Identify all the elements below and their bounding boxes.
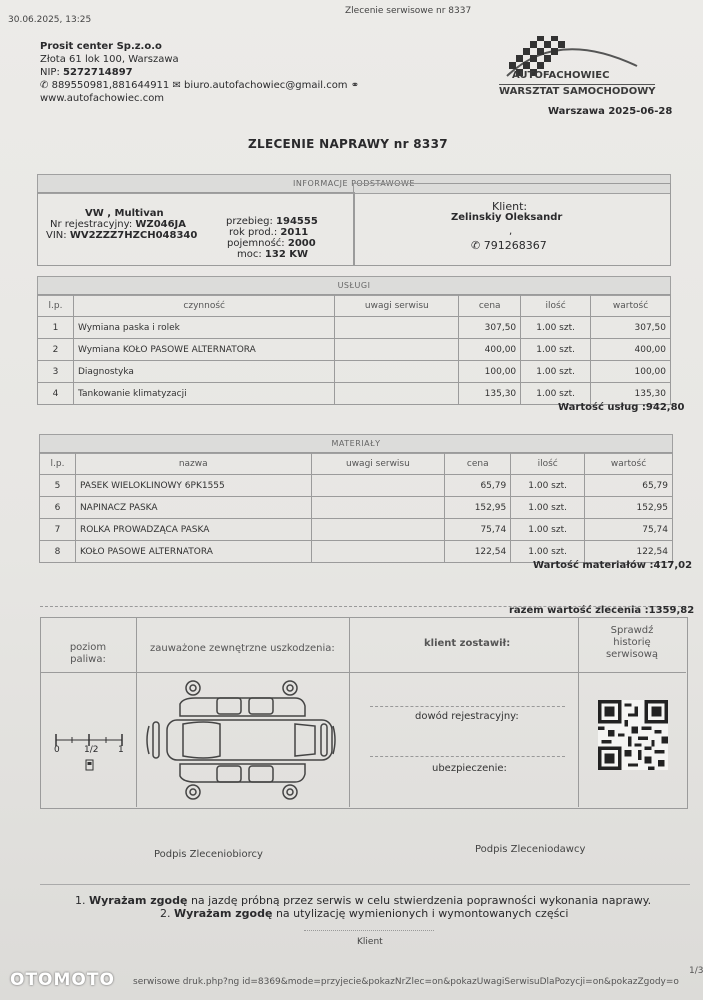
year-value: 2011 [280, 227, 309, 238]
logo-line-1: AUTOFACHOWIEC [512, 70, 610, 81]
row-qty: 1.00 szt. [521, 361, 591, 383]
logo-line-2: WARSZTAT SAMOCHODOWY [499, 86, 656, 97]
divider [304, 930, 434, 931]
vehicle-mileage [226, 216, 318, 227]
row-notes [335, 339, 459, 361]
services-section-header: USŁUGI [37, 276, 671, 296]
fuel-label-2: paliwa: [70, 654, 106, 665]
table-row [38, 317, 671, 339]
row-price: 135,30 [459, 383, 521, 405]
link-icon: ⚭ [350, 80, 360, 91]
fuel-min: 0 [54, 745, 60, 755]
row-notes [335, 383, 459, 405]
history-label-1: Sprawdź [610, 625, 654, 636]
nip-value: 5272714897 [63, 67, 133, 78]
consent-2-num: 2. [160, 907, 171, 920]
row-name: Diagnostyka [73, 361, 335, 383]
power-value: 132 KW [264, 249, 309, 260]
mileage-label: przebieg: [226, 216, 273, 227]
col-notes: uwagi serwisu [335, 295, 459, 317]
row-lp: 6 [40, 497, 76, 519]
company-phones: 889550981,881644911 [51, 80, 170, 91]
mileage-value: 194555 [276, 216, 318, 227]
col-name: czynność [73, 295, 335, 317]
vehicle-power [237, 249, 308, 260]
reg-doc-label: dowód rejestracyjny: [415, 711, 519, 722]
row-qty: 1.00 szt. [521, 339, 591, 361]
row-name: KOŁO PASOWE ALTERNATORA [75, 541, 311, 563]
col-price: cena [459, 295, 521, 317]
col-qty: ilość [521, 295, 591, 317]
company-name: Prosit center Sp.z.o.o [40, 41, 162, 52]
row-notes [335, 361, 459, 383]
row-value: 100,00 [591, 361, 671, 383]
table-row [40, 475, 673, 497]
client-label: Klient: [492, 200, 528, 213]
otomoto-watermark: OTOMOTO [10, 970, 115, 990]
row-lp: 7 [40, 519, 76, 541]
row-notes [311, 475, 445, 497]
vin-label: VIN: [46, 230, 67, 241]
company-address: Złota 61 lok 100, Warszawa [40, 54, 179, 65]
row-qty: 1.00 szt. [511, 475, 585, 497]
row-qty: 1.00 szt. [511, 519, 585, 541]
client-phone-number: 791268367 [483, 239, 547, 252]
col-value: wartość [585, 453, 673, 475]
row-name: ROLKA PROWADZĄCA PASKA [75, 519, 311, 541]
divider [370, 756, 565, 757]
col-value: wartość [591, 295, 671, 317]
row-lp: 3 [38, 361, 74, 383]
header-separator [40, 672, 686, 673]
place-date: Warszawa 2025-06-28 [548, 106, 673, 117]
row-value: 75,74 [585, 519, 673, 541]
row-name: Wymiana KOŁO PASOWE ALTERNATORA [73, 339, 335, 361]
reg-value: WZ046JA [135, 219, 187, 230]
company-email: biuro.autofachowiec@gmail.com [184, 80, 348, 91]
row-price: 400,00 [459, 339, 521, 361]
qr-code-icon [598, 700, 668, 770]
company-website: www.autofachowiec.com [40, 93, 165, 104]
row-notes [311, 519, 445, 541]
row-lp: 1 [38, 317, 74, 339]
row-qty: 1.00 szt. [521, 383, 591, 405]
row-lp: 5 [40, 475, 76, 497]
phone-icon: ✆ [471, 239, 481, 252]
car-damage-diagram-icon [145, 676, 340, 804]
footer-page: 1/3 [689, 966, 703, 976]
fuel-label-1: poziom [69, 642, 107, 653]
row-name: PASEK WIELOKLINOWY 6PK1555 [75, 475, 311, 497]
nip-label: NIP: [40, 67, 60, 78]
table-row [38, 339, 671, 361]
row-qty: 1.00 szt. [511, 541, 585, 563]
power-label: moc: [237, 249, 262, 260]
divider [370, 706, 565, 707]
row-price: 65,79 [445, 475, 511, 497]
row-name: NAPINACZ PASKA [75, 497, 311, 519]
services-header-row [38, 295, 671, 317]
vehicle-capacity [227, 238, 316, 249]
fuel-max: 1 [118, 745, 124, 755]
materials-table [39, 452, 673, 563]
vehicle-vin [46, 230, 197, 241]
company-contact [40, 80, 359, 91]
row-notes [311, 541, 445, 563]
row-price: 122,54 [445, 541, 511, 563]
consent-client-label: Klient [357, 937, 383, 947]
reg-label: Nr rejestracyjny: [50, 219, 133, 230]
col-lp: l.p. [40, 453, 76, 475]
materials-header-row [40, 453, 673, 475]
col-qty: ilość [511, 453, 585, 475]
table-row [40, 519, 673, 541]
consent-2 [160, 907, 568, 920]
row-qty: 1.00 szt. [521, 317, 591, 339]
col-lp: l.p. [38, 295, 74, 317]
company-nip [40, 67, 133, 78]
year-label: rok prod.: [229, 227, 278, 238]
row-price: 307,50 [459, 317, 521, 339]
row-qty: 1.00 szt. [511, 497, 585, 519]
insurance-label: ubezpieczenie: [432, 763, 507, 774]
order-title: ZLECENIE NAPRAWY nr 8337 [248, 137, 448, 151]
row-value: 135,30 [591, 383, 671, 405]
row-price: 152,95 [445, 497, 511, 519]
row-name: Wymiana paska i rolek [73, 317, 335, 339]
table-row [40, 497, 673, 519]
vin-value: WV2ZZZ7HZCH048340 [69, 230, 198, 241]
row-value: 307,50 [591, 317, 671, 339]
client-separator: , [509, 226, 513, 237]
row-price: 75,74 [445, 519, 511, 541]
consent-1-bold: Wyrażam zgodę [89, 894, 188, 907]
materials-total: Wartość materiałów :417,02 [533, 560, 693, 571]
vehicle-model: VW , Multivan [85, 208, 164, 219]
vehicle-reg [50, 219, 186, 230]
client-name: Zelinskiy Oleksandr [451, 212, 563, 223]
row-price: 100,00 [459, 361, 521, 383]
history-label-3: serwisową [605, 649, 659, 660]
phone-icon: ✆ [40, 80, 49, 91]
col-notes: uwagi serwisu [311, 453, 445, 475]
col-price: cena [445, 453, 511, 475]
signature-client-label: Podpis Zleceniodawcy [475, 844, 586, 855]
row-value: 65,79 [585, 475, 673, 497]
row-lp: 2 [38, 339, 74, 361]
row-notes [311, 497, 445, 519]
row-value: 122,54 [585, 541, 673, 563]
consent-1 [75, 894, 651, 907]
vehicle-year [229, 227, 308, 238]
capacity-label: pojemność: [227, 238, 285, 249]
services-table [37, 294, 671, 405]
row-value: 152,95 [585, 497, 673, 519]
capacity-value: 2000 [287, 238, 316, 249]
history-label-2: historię [613, 637, 651, 648]
print-datetime: 30.06.2025, 13:25 [8, 15, 92, 25]
col-name: nazwa [75, 453, 311, 475]
consent-1-text: na jazdę próbną przez serwis w celu stwierdzenia poprawności wykonania naprawy. [190, 894, 652, 907]
services-total: Wartość usług :942,80 [558, 402, 685, 413]
row-name: Tankowanie klimatyzacji [73, 383, 335, 405]
email-icon: ✉ [172, 80, 181, 91]
row-notes [335, 317, 459, 339]
client-phone [471, 239, 547, 252]
divider [40, 884, 690, 885]
info-section-header: INFORMACJE PODSTAWOWE [37, 174, 671, 194]
row-value: 400,00 [591, 339, 671, 361]
footer-url: serwisowe druk.php?ng id=8369&mode=przyjecie&pokazNrZlec=on&pokazUwagiSerwisuDlaPozycji=on&pokazZgody=o [133, 977, 679, 987]
consent-2-bold: Wyrażam zgodę [174, 907, 273, 920]
row-lp: 4 [38, 383, 74, 405]
print-doc-title: Zlecenie serwisowe nr 8337 [345, 6, 472, 16]
client-box [353, 183, 671, 266]
consent-1-num: 1. [75, 894, 86, 907]
fuel-mid: 1/2 [84, 745, 99, 755]
left-items-label: klient zostawił: [424, 638, 511, 649]
materials-section-header: MATERIAŁY [39, 434, 673, 454]
consent-2-text: na utylizację wymienionych i wymontowanych części [275, 907, 569, 920]
signature-contractor-label: Podpis Zleceniobiorcy [154, 849, 263, 860]
grand-total: razem wartość zlecenia :1359,82 [509, 605, 695, 616]
row-lp: 8 [40, 541, 76, 563]
damage-label: zauważone zewnętrzne uszkodzenia: [150, 643, 335, 654]
table-row [38, 361, 671, 383]
